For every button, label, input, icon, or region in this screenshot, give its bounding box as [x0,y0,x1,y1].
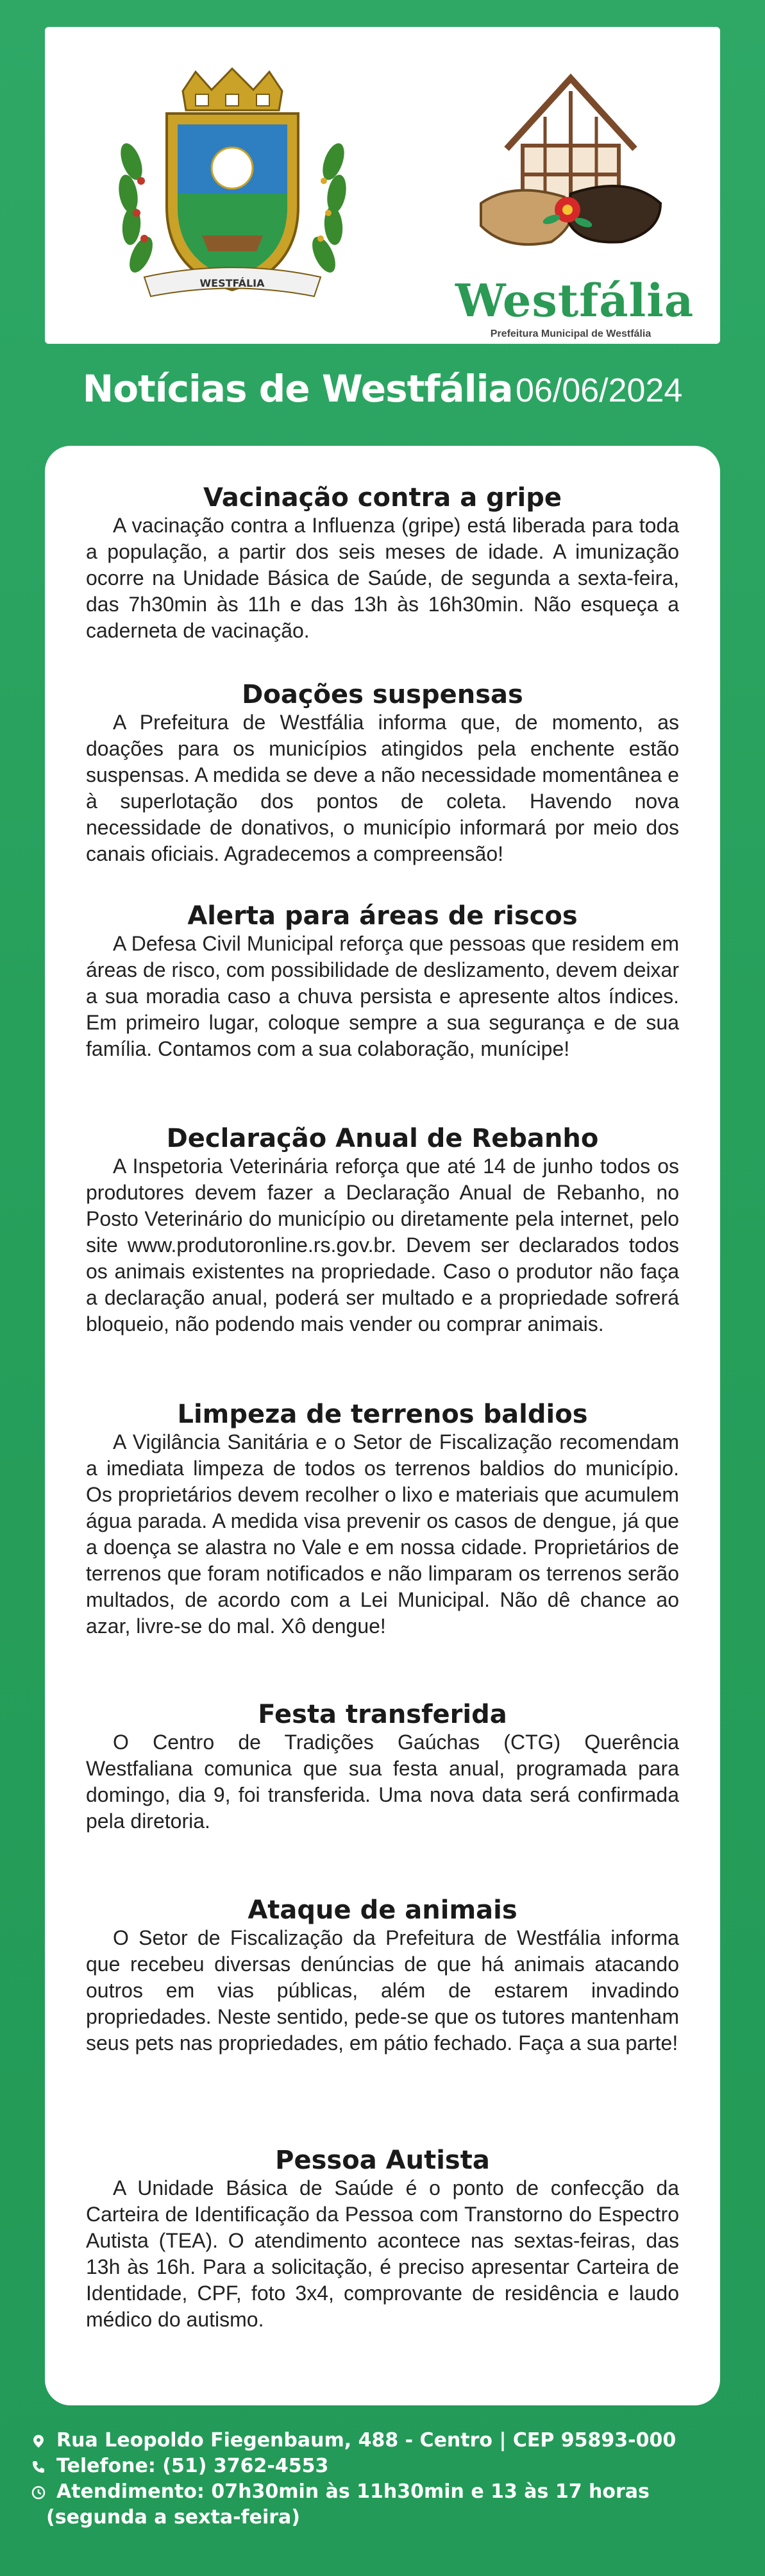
footer-hours-row [31,2479,749,2505]
footer-phone-row [31,2453,749,2479]
article-alerta [86,901,679,1062]
phone-icon [31,2459,46,2475]
footer-contact [31,2428,749,2530]
clock-icon [31,2485,46,2500]
crest-banner-text: WESTFÁLIA [199,277,265,289]
article-title: Doações suspensas [242,680,523,709]
article-doacoes [86,680,679,867]
newsletter-title: Notícias de Westfália [82,367,513,411]
logo-name: Westfália [455,274,694,327]
house-clogs-icon [455,65,686,271]
article-title: Vacinação contra a gripe [203,483,562,513]
municipal-coat-of-arms-icon [106,65,359,309]
article-body: A Defesa Civil Municipal reforça que pessoas que residem em áreas de risco, com possibilidade de deslizamento, devem deixar a sua moradia caso a chuva persista e apresente altos índices. Em primeiro lugar, coloque sempre a sua segurança e de sua família. Contamos com a sua colaboração, munícipe! [86,932,679,1060]
westfalia-logo [455,65,694,339]
footer-hours-days-row [31,2505,749,2530]
article-title: Festa transferida [258,1700,507,1729]
footer-address-row [31,2428,749,2453]
article-body: A Inspetoria Veterinária reforça que até 14 de junho todos os produtores devem fazer a Declaração Anual de Rebanho, no Posto Veterinário do município ou diretamente pela internet, pelo site www.produtoronline.rs.gov.br. Devem ser declarados todos os animais existentes na propriedade. Caso o produtor não faça a declaração anual, poderá ser multado e a propriedade sofrerá bloqueio, não podendo mais vender ou comprar animais. [86,1155,679,1335]
article-festa [86,1700,679,1835]
article-body: A Unidade Básica de Saúde é o ponto de confecção da Carteira de Identificação da Pessoa com Transtorno do Espectro Autista (TEA). O atendimento acontece nas sextas-feiras, das 13h às 16h. Para a solicitação, é preciso apresentar Carteira de Identidade, CPF, foto 3x4, comprovante de residência e laudo médico do autismo. [86,2176,679,2331]
footer-hours-days: (segunda a sexta-feira) [46,2506,300,2529]
logo-subtitle: Prefeitura Municipal de Westfália [490,328,652,339]
article-ataque [86,1895,679,2056]
article-title: Limpeza de terrenos baldios [177,1400,588,1429]
article-title: Pessoa Autista [275,2146,490,2175]
article-limpeza [86,1400,679,1640]
article-rebanho [86,1124,679,1337]
article-title: Declaração Anual de Rebanho [166,1124,599,1153]
article-body: A vacinação contra a Influenza (gripe) está liberada para toda a população, a partir dos seis meses de idade. A imunização ocorre na Unidade Básica de Saúde, de segunda a sexta-feira, das 7h30min às 11h e das 13h às 16h30min. Não esqueça a caderneta de vacinação. [86,514,679,642]
location-pin-icon [31,2434,46,2449]
article-title: Ataque de animais [248,1895,517,1925]
article-vacinacao [86,483,679,644]
newsletter-date: 06/06/2024 [516,372,683,409]
article-body: A Prefeitura de Westfália informa que, de momento, as doações para os municípios atingidos pela enchente estão suspensas. A medida se deve a não necessidade momentânea e à superlotação dos pontos de coleta. Havendo nova necessidade de donativos, o município informará por meio dos canais oficiais. Agradecemos a compreensão! [86,711,679,865]
article-body: O Centro de Tradições Gaúchas (CTG) Querência Westfaliana comunica que sua festa anual, programada para domingo, dia 9, foi transferida. Uma nova data será confirmada pela diretoria. [86,1731,679,1833]
footer-phone: Telefone: (51) 3762-4553 [56,2455,329,2477]
article-title: Alerta para áreas de riscos [187,901,578,931]
page-title [0,367,765,411]
footer-address: Rua Leopoldo Fiegenbaum, 488 - Centro | CEP 95893-000 [56,2429,677,2452]
news-card [45,446,720,2405]
footer-hours: Atendimento: 07h30min às 11h30min e 13 às 17 horas [56,2480,650,2503]
article-body: A Vigilância Sanitária e o Setor de Fiscalização recomendam a imediata limpeza de todos os terrenos baldios do município. Os proprietários devem recolher o lixo e materiais que acumulem água parada. A medida visa prevenir os casos de dengue, já que a doença se alastra no Vale e em nossa cidade. Proprietários de terrenos que foram notificados e não limparam os terrenos serão multados, de acordo com a Lei Municipal. Não dê chance ao azar, livre-se do mal. Xô dengue! [86,1430,679,1638]
article-body: O Setor de Fiscalização da Prefeitura de Westfália informa que recebeu diversas denúncias de que há animais atacando outros em vias públicas, além de estarem invadindo propriedades. Neste sentido, pede-se que os tutores mantenham seus pets nas propriedades, em pátio fechado. Faça a sua parte! [86,1926,679,2055]
article-autista [86,2146,679,2333]
header-panel [45,27,720,344]
